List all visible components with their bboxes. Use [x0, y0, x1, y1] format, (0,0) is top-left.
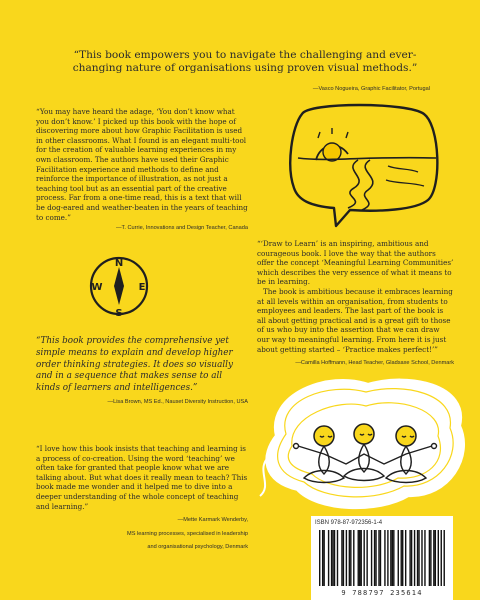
barcode-bar	[444, 530, 445, 586]
compass-w-label: W	[91, 282, 103, 293]
barcode-bar	[374, 530, 375, 586]
barcode-bar	[353, 530, 354, 586]
barcode-bar	[409, 530, 410, 586]
barcode-bar	[441, 530, 442, 586]
barcode-bar	[393, 530, 394, 586]
barcode-bar	[398, 530, 399, 586]
quote-hoffmann-text-2: The book is ambitious because it embraces learning at all levels within an organisation, from students to employees and leaders. The last part of the book is all about getting practical and is a great gift to those of us who buy into the assertion that we can draw our way to meaningful learning. From here it is just about getting started – ‘Practice makes perfect!’”	[257, 286, 453, 354]
quote-brown-text: “This book provides the comprehensive yet simple means to explain and develop higher order thinking strategies. It does so visually and in a sequence that makes sense to all kinds of learners and intelligences.”	[36, 336, 233, 394]
barcode-bar	[411, 530, 412, 586]
barcode-bar	[343, 530, 344, 586]
barcode-bar	[334, 530, 335, 586]
quote-currie	[36, 107, 248, 233]
barcode-bar	[421, 530, 422, 586]
barcode-bar	[322, 530, 323, 586]
barcode-bar	[375, 530, 376, 586]
barcode-bar	[359, 530, 360, 586]
top-quote	[60, 38, 430, 94]
barcode-bar	[417, 530, 418, 586]
compass-n-label: N	[114, 258, 124, 269]
quote-wenderby-text: “I love how this book insists that teaching and learning is a process of co-creation. Using the word ‘teaching’ we often take for granted that people know what we are talking about. But what does it really mean to teach? This book made me wonder and it helped me to dive into a deeper understanding of the whole concept of teaching and learning.”	[36, 444, 248, 511]
speech-bubble-river-illustration	[258, 96, 454, 238]
quote-currie-text: “You may have heard the adage, ‘You don’t know what you don’t know.’ I picked up this book with the hope of discovering more about how Graphic Facilitation is used in other classrooms. What I found is an elegant multi-tool for the creation of valuable learning experiences in my own classroom. The authors have used their Graphic Facilitation experience and methods to define and reinforce the importance of illustration, as not just a teaching tool but as an essential part of the creative process. Far from a one-time read, this is a text that will be dog-eared and weather-beaten in the years of teaching to come.”	[36, 107, 248, 222]
barcode-bar	[350, 530, 351, 586]
barcode-bar	[384, 530, 385, 586]
barcode-digits: 9 788797 235614	[341, 589, 423, 597]
barcode-bar	[328, 530, 329, 586]
top-quote-text: “This book empowers you to navigate the challenging and ever-changing nature of organisations using proven visual methods.”	[72, 48, 418, 75]
barcode-bar	[331, 530, 332, 586]
barcode-bar	[390, 530, 391, 586]
quote-currie-attribution: —T. Currie, Innovations and Design Teacher, Canada	[115, 225, 248, 232]
quote-wenderby-attribution-3: and organisational psychology, Denmark	[147, 544, 248, 551]
barcode-bar	[424, 530, 425, 586]
barcode-bar	[337, 530, 338, 586]
barcode-bar	[371, 530, 372, 586]
barcode-bar	[346, 530, 347, 586]
barcode-bar	[418, 530, 419, 586]
barcode-bar	[402, 530, 403, 586]
compass-s-label: S	[115, 308, 123, 319]
barcode-bar	[429, 530, 430, 586]
barcode	[319, 530, 445, 586]
barcode-bar	[433, 530, 434, 586]
barcode-bar	[349, 530, 350, 586]
quote-wenderby	[36, 444, 248, 552]
barcode-bar	[401, 530, 402, 586]
quote-hoffmann-text-1: “‘Draw to Learn’ is an inspiring, ambitious and courageous book. I love the way that the authors offer the concept ‘Meaningful Learning Communities’ which describes the very essence of what it means to be in learning.	[257, 239, 454, 287]
compass-e-label: E	[138, 282, 146, 293]
barcode-bar	[319, 530, 320, 586]
barcode-bar	[438, 530, 439, 586]
isbn-label: ISBN 978-87-972356-1-4	[315, 520, 383, 526]
compass-illustration	[86, 253, 152, 319]
barcode-bar	[435, 530, 436, 586]
barcode-box	[311, 516, 453, 600]
barcode-bar	[414, 530, 415, 586]
barcode-bar	[361, 530, 362, 586]
quote-hoffmann-attribution: —Camilla Hoffmann, Head Teacher, Gladsaxe School, Denmark	[295, 360, 454, 367]
barcode-bar	[358, 530, 359, 586]
quote-brown-attribution: —Lisa Brown, MS Ed., Nauset Diversity Instruction, USA	[107, 398, 248, 405]
barcode-bar	[405, 530, 406, 586]
barcode-bar	[392, 530, 393, 586]
quote-hoffmann	[257, 239, 454, 368]
barcode-bar	[380, 530, 381, 586]
barcode-bar	[366, 530, 367, 586]
barcode-bar	[323, 530, 324, 586]
meditating-figures-illustration	[258, 376, 474, 514]
barcode-bar	[363, 530, 364, 586]
barcode-bar	[341, 530, 342, 586]
quote-brown	[36, 336, 248, 407]
quote-wenderby-attribution-2: MS learning processes, specialised in leadership	[127, 530, 248, 537]
barcode-bar	[332, 530, 333, 586]
barcode-bar	[378, 530, 379, 586]
quote-wenderby-attribution-1: —Mette Karmark Wenderby,	[177, 517, 248, 524]
barcode-bar	[430, 530, 431, 586]
barcode-bar	[387, 530, 388, 586]
top-quote-attribution: —Vasco Nogueira, Graphic Facilitator, Portugal	[312, 86, 430, 93]
